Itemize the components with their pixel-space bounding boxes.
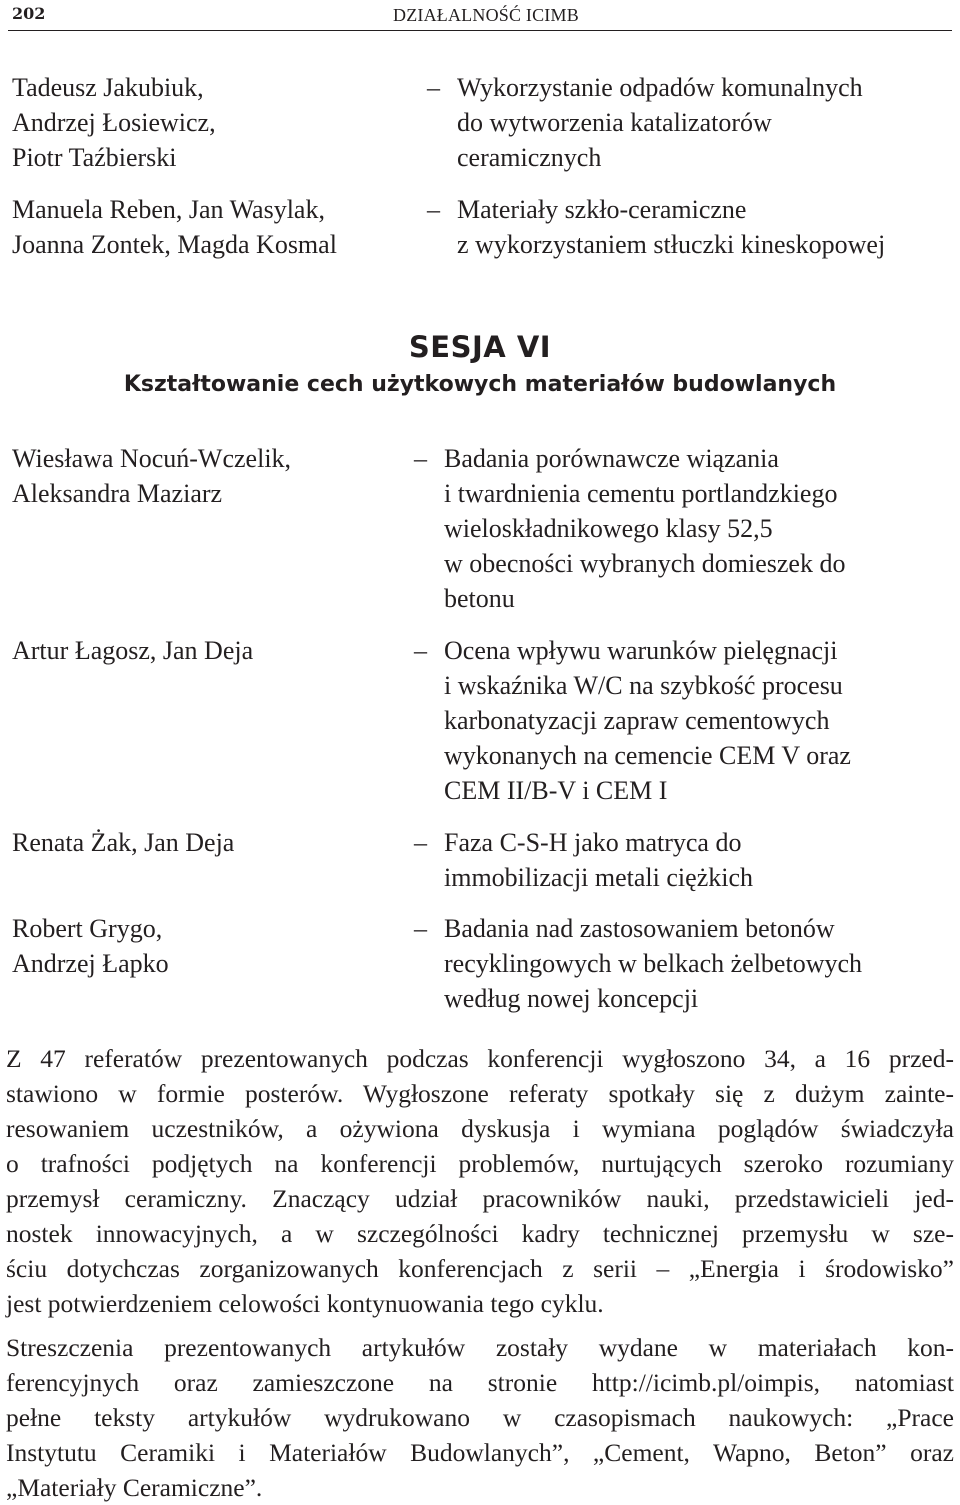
authors bbox=[12, 70, 412, 175]
author-line: Tadeusz Jakubiuk, bbox=[12, 73, 204, 102]
header-rule bbox=[8, 30, 952, 31]
dash: – bbox=[414, 914, 427, 943]
paragraph-line: Streszczenia prezentowanych artykułów zostały wydane w materiałach kon- bbox=[6, 1333, 954, 1362]
author-line: Aleksandra Maziarz bbox=[12, 479, 223, 508]
authors bbox=[12, 633, 412, 668]
page-number: 202 bbox=[12, 4, 46, 23]
author-line: Wiesława Nocuń-Wczelik, bbox=[12, 444, 292, 473]
dash: – bbox=[414, 828, 427, 857]
paragraph-line: ferencyjnych oraz zamieszczone na stronie http://icimb.pl/oimpis, natomiast bbox=[6, 1368, 954, 1397]
title-line: Wykorzystanie odpadów komunalnych bbox=[457, 73, 863, 102]
session-title: Kształtowanie cech użytkowych materiałów budowlanych bbox=[123, 372, 837, 397]
running-header bbox=[8, 0, 952, 30]
author-line: Andrzej Łapko bbox=[12, 949, 169, 978]
title-line: recyklingowych w belkach żelbetowych bbox=[444, 949, 863, 978]
paragraph-line: Instytutu Ceramiki i Materiałów Budowlanych”, „Cement, Wapno, Beton” oraz bbox=[6, 1438, 954, 1467]
paragraph-line: nostek innowacyjnych, a w szczególności kadry technicznej przemysłu w sze- bbox=[6, 1219, 954, 1248]
author-line: Joanna Zontek, Magda Kosmal bbox=[12, 230, 337, 259]
author-line: Robert Grygo, bbox=[12, 914, 163, 943]
title-line: Materiały szkło-ceramiczne bbox=[457, 195, 747, 224]
title-line: Badania porównawcze wiązania bbox=[444, 444, 779, 473]
body-paragraph bbox=[6, 1041, 954, 1321]
paragraph-line: o trafności podjętych na konferencji problemów, nurtujących szeroko rozumiany bbox=[6, 1149, 954, 1178]
author-line: Artur Łagosz, Jan Deja bbox=[12, 636, 254, 665]
authors bbox=[12, 825, 412, 860]
body-paragraph bbox=[6, 1330, 954, 1505]
authors bbox=[12, 192, 412, 262]
dash: – bbox=[427, 73, 440, 102]
paragraph-line: stawiono w formie posterów. Wygłoszone referaty spotkały się z dużym zainte- bbox=[6, 1079, 954, 1108]
title-line: betonu bbox=[444, 584, 515, 613]
title-line: CEM II/B-V i CEM I bbox=[444, 776, 668, 805]
paragraph-line: Z 47 referatów prezentowanych podczas konferencji wygłoszono 34, a 16 przed- bbox=[6, 1044, 954, 1073]
paragraph-line: jest potwierdzeniem celowości kontynuowania tego cyklu. bbox=[6, 1289, 604, 1318]
title-line: w obecności wybranych domieszek do bbox=[444, 549, 846, 578]
paragraph-line: ściu dotychczas zorganizowanych konferencjach z serii – „Energia i środowisko” bbox=[6, 1254, 954, 1283]
paragraph-line: „Materiały Ceramiczne”. bbox=[6, 1473, 263, 1502]
title-line: z wykorzystaniem stłuczki kineskopowej bbox=[457, 230, 886, 259]
title-line: ceramicznych bbox=[457, 143, 602, 172]
title-line: i wskaźnika W/C na szybkość procesu bbox=[444, 671, 843, 700]
title-line: Badania nad zastosowaniem betonów bbox=[444, 914, 835, 943]
title-line: immobilizacji metali ciężkich bbox=[444, 863, 753, 892]
running-header-title: DZIAŁALNOŚĆ ICIMB bbox=[393, 5, 579, 25]
author-line: Manuela Reben, Jan Wasylak, bbox=[12, 195, 325, 224]
author-line: Piotr Taźbierski bbox=[12, 143, 177, 172]
title-line: Faza C-S-H jako matryca do bbox=[444, 828, 742, 857]
author-line: Renata Żak, Jan Deja bbox=[12, 828, 235, 857]
paragraph-line: przemysł ceramiczny. Znaczący udział pracowników nauki, przedstawicieli jed- bbox=[6, 1184, 954, 1213]
title-line: według nowej koncepcji bbox=[444, 984, 699, 1013]
dash: – bbox=[414, 444, 427, 473]
paragraph-line: pełne teksty artykułów wydrukowano w czasopismach naukowych: „Prace bbox=[6, 1403, 954, 1432]
authors bbox=[12, 441, 412, 511]
dash: – bbox=[414, 636, 427, 665]
author-line: Andrzej Łosiewicz, bbox=[12, 108, 216, 137]
title-line: karbonatyzacji zapraw cementowych bbox=[444, 706, 830, 735]
title-line: wykonanych na cemencie CEM V oraz bbox=[444, 741, 851, 770]
title-line: do wytworzenia katalizatorów bbox=[457, 108, 772, 137]
paragraph-line: resowaniem uczestników, a ożywiona dyskusja i wymiana poglądów świadczyła bbox=[6, 1114, 954, 1143]
title-line: wieloskładnikowego klasy 52,5 bbox=[444, 514, 773, 543]
title-line: Ocena wpływu warunków pielęgnacji bbox=[444, 636, 838, 665]
dash: – bbox=[427, 195, 440, 224]
title-line: i twardnienia cementu portlandzkiego bbox=[444, 479, 838, 508]
session-label: SESJA VI bbox=[408, 330, 552, 364]
authors bbox=[12, 911, 412, 981]
